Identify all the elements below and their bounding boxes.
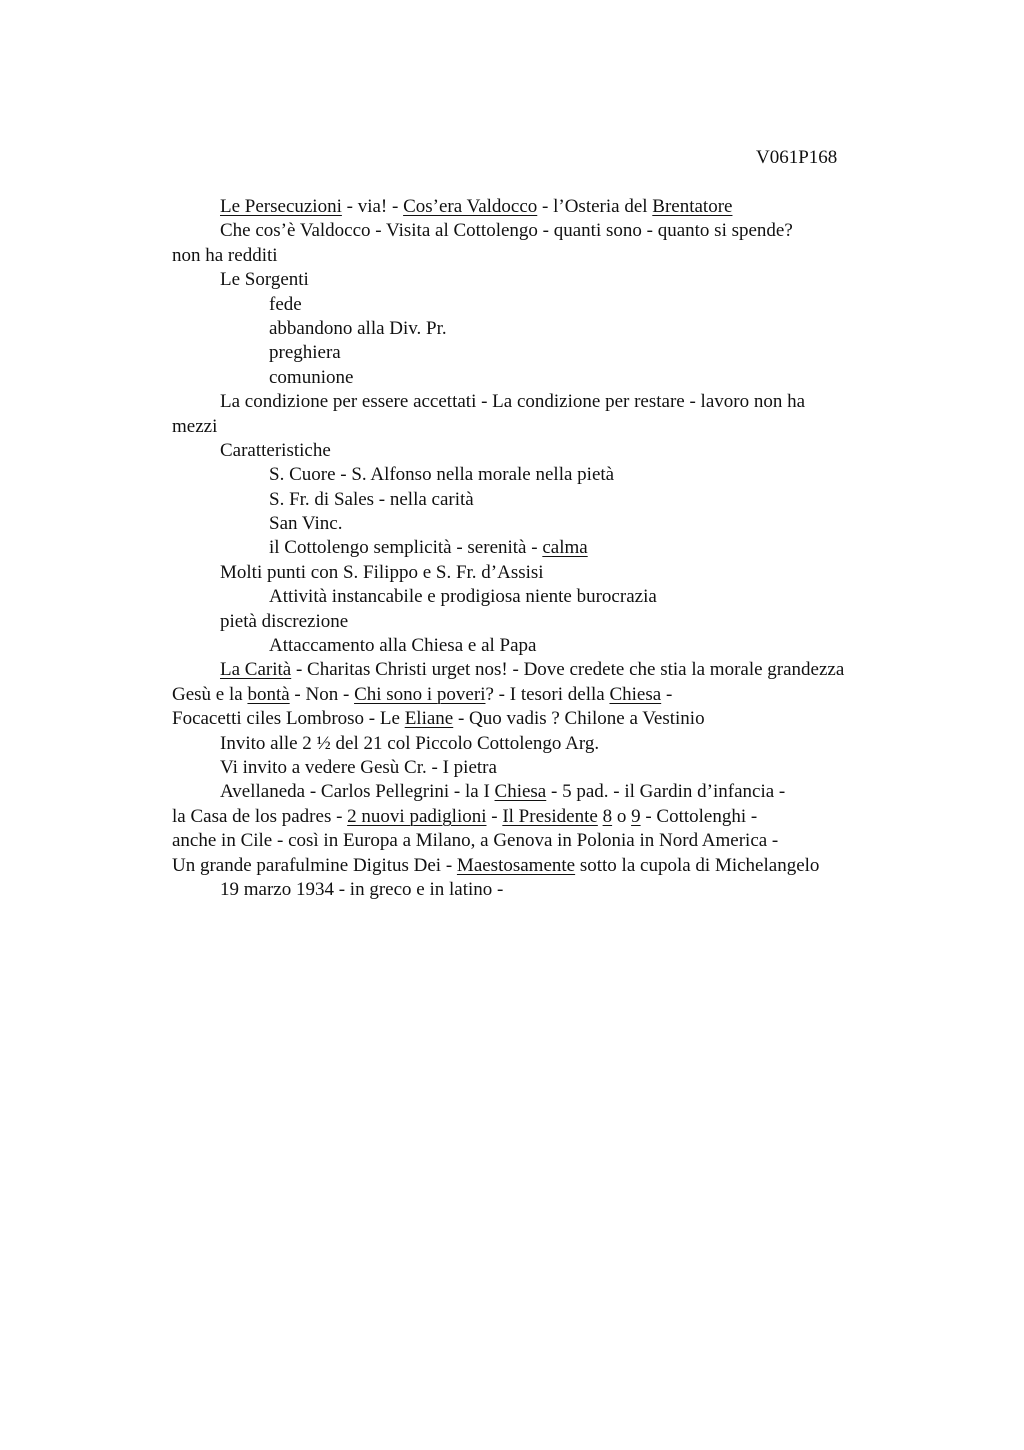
underlined-text: Maestosamente <box>456 854 576 876</box>
underlined-text: Le Persecuzioni <box>220 196 342 217</box>
text-segment: Attaccamento alla Chiesa e al Papa <box>269 635 537 657</box>
text-line <box>172 390 912 414</box>
text-segment: Caratteristiche <box>220 439 331 461</box>
underlined-text: bontà <box>247 683 290 705</box>
text-segment: - l’Osteria del <box>537 196 653 217</box>
text-segment: Invito alle 2 ½ del 21 col Piccolo Cottolengo Arg. <box>220 732 600 754</box>
text-segment: o <box>612 805 632 827</box>
document-body <box>172 195 912 902</box>
text-line <box>172 805 912 829</box>
underlined-text: Brentatore <box>652 196 733 217</box>
text-line <box>172 561 912 585</box>
text-segment: - <box>661 683 673 705</box>
text-segment: pietà discrezione <box>220 610 349 632</box>
text-segment: non ha redditi <box>172 244 278 266</box>
text-line <box>172 658 912 682</box>
text-segment: Vi invito a vedere Gesù Cr. - I pietra <box>220 756 497 778</box>
text-line <box>172 366 912 390</box>
text-segment: la Casa de los padres - <box>172 805 348 827</box>
underlined-text: Il Presidente <box>502 805 598 827</box>
underlined-text: Chiesa <box>609 683 662 705</box>
text-segment: fede <box>269 293 302 315</box>
underlined-text: 2 nuovi padiglioni <box>347 805 487 827</box>
underlined-text: Chiesa <box>494 781 547 803</box>
text-line <box>172 854 912 878</box>
text-line <box>172 268 912 292</box>
text-segment: Un grande parafulmine Digitus Dei - <box>172 854 457 876</box>
text-segment: - 5 pad. - il Gardin d’infancia - <box>546 781 786 803</box>
text-segment: - <box>486 805 503 827</box>
text-line <box>172 536 912 560</box>
underlined-text: calma <box>542 537 588 559</box>
text-line <box>172 780 912 804</box>
text-segment: San Vinc. <box>269 513 343 535</box>
text-line <box>172 610 912 634</box>
text-line <box>172 415 912 439</box>
text-line <box>172 244 912 268</box>
page-id: V061P168 <box>756 147 838 168</box>
text-segment: Che cos’è Valdocco - Visita al Cottolengo - quanti sono - quanto si spende? <box>220 220 793 242</box>
text-segment: comunione <box>269 366 354 388</box>
text-segment: preghiera <box>269 342 341 364</box>
text-segment: anche in Cile - così in Europa a Milano, a Genova in Polonia in Nord America - <box>172 830 779 852</box>
text-segment: - Charitas Christi urget nos! - Dove credete che stia la morale grandezza <box>291 659 845 681</box>
text-segment: La condizione per essere accettati - La condizione per restare - lavoro non ha <box>220 391 806 413</box>
text-line <box>172 317 912 341</box>
underlined-text: 8 <box>602 805 613 827</box>
text-line <box>172 439 912 463</box>
underlined-text: 9 <box>631 805 641 827</box>
text-segment: mezzi <box>172 415 218 437</box>
text-segment: - Quo vadis ? Chilone a Vestinio <box>453 708 705 730</box>
text-segment: Molti punti con S. Filippo e S. Fr. d’Assisi <box>220 561 544 583</box>
text-segment: - Cottolenghi - <box>640 805 758 827</box>
text-segment: ? - I tesori della <box>485 683 610 705</box>
text-line <box>172 683 912 707</box>
text-line <box>172 341 912 365</box>
text-line <box>172 463 912 487</box>
text-segment: abbandono alla Div. Pr. <box>269 317 447 339</box>
text-line <box>172 829 912 853</box>
text-line <box>172 195 912 219</box>
text-segment: S. Cuore - S. Alfonso nella morale nella pietà <box>269 464 615 486</box>
text-line <box>172 585 912 609</box>
text-line <box>172 756 912 780</box>
text-line <box>172 488 912 512</box>
underlined-text: Cos’era Valdocco <box>403 196 538 217</box>
text-line <box>172 219 912 243</box>
text-line <box>172 732 912 756</box>
text-segment: Avellaneda - Carlos Pellegrini - la I <box>220 781 495 803</box>
text-segment: - Non - <box>289 683 355 705</box>
text-segment: sotto la cupola di Michelangelo <box>575 854 820 876</box>
text-line <box>172 878 912 902</box>
underlined-text: La Carità <box>220 659 292 681</box>
text-segment: Gesù e la <box>172 683 248 705</box>
text-segment: il Cottolengo semplicità - serenità - <box>269 537 543 559</box>
text-segment: Focacetti ciles Lombroso - Le <box>172 708 405 730</box>
text-line <box>172 707 912 731</box>
text-line <box>172 293 912 317</box>
text-line <box>172 512 912 536</box>
text-segment: S. Fr. di Sales - nella carità <box>269 488 474 510</box>
text-segment: - via! - <box>341 196 404 217</box>
text-segment: Le Sorgenti <box>220 269 309 291</box>
underlined-text: Chi sono i poveri <box>354 683 486 705</box>
underlined-text: Eliane <box>404 708 454 730</box>
text-segment: 19 marzo 1934 - in greco e in latino - <box>220 878 504 900</box>
text-line <box>172 634 912 658</box>
text-segment: Attività instancabile e prodigiosa niente burocrazia <box>269 586 657 608</box>
